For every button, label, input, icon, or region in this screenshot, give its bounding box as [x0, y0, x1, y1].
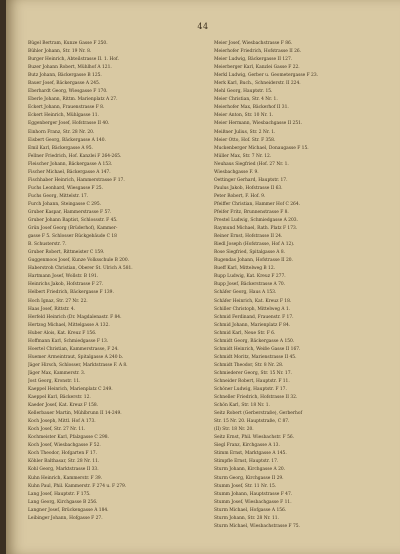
directory-entry: Schmiederer Georg, Str. 15 Nr. 17. [214, 370, 292, 376]
directory-entry: Schmidt Theodor, Str. 8 Nr. 28. [214, 362, 284, 368]
directory-entry: Neuhaus Siegfried (Hof. 27 Nr. 1. [214, 161, 289, 167]
directory-entry: Meier Ludwig, Bäckergasse II 127. [214, 57, 293, 63]
directory-entry: Kohl Georg, Marktstrasse II 33. [28, 467, 99, 473]
directory-entry: Rugendas Johann, Hofstrasse II 20. [214, 258, 293, 264]
directory-entry: Kuhn Heinrich, Kammerstr. F 39. [28, 475, 103, 481]
directory-entry: Rueff Karl, Mittelweg B 12. [214, 266, 276, 272]
directory-entry: Müller Max, Str. 7 Nr. 12. [214, 153, 272, 159]
directory-entry: B. Schusterstr. 7. [28, 242, 67, 248]
directory-entry: Schiller Christoph, Mittelweg A 1. [214, 306, 291, 312]
directory-entry: Rupp Josef, Bäckerstrasse A 70. [214, 282, 286, 288]
directory-entry: Fleischer Johann, Bäckergasse A 153. [28, 161, 113, 167]
directory-entry: Haas Josef, Rittstr. 4. [28, 306, 76, 312]
directory-entry: Meierberger Karl, Kanzlei Gasse F 22. [214, 65, 300, 71]
directory-entry: Schön Karl, Str. 18 Nr. 1. [214, 403, 270, 409]
directory-entry: Koch Joseph, Mittl. Hof A 173. [28, 419, 96, 425]
directory-entry: Eisbert Georg, Bäckergasse A 140. [28, 137, 106, 143]
directory-entry: Meierhofer Max, Bäckerhof II 31. [214, 105, 289, 111]
directory-entry: Kaeder Josef, Kat. Kreuz F 158. [28, 403, 99, 409]
directory-entry: Koch Theodor, Hofgarten F 17. [28, 451, 97, 457]
directory-entry: Meier Otto, Hof. Str. F 358. [214, 137, 276, 143]
directory-entry: Guggenmoos Josef, Kunze Volksschule B 200. [28, 258, 130, 264]
directory-entry: Raymund Michael, Rath. Platz F 173. [214, 226, 298, 232]
directory-entry: Jäger Max, Kammerstr. 3. [28, 370, 86, 376]
directory-entry: Stimm Ernst, Marktgasse A 145. [214, 451, 287, 457]
directory-entry: Kaeppel Karl, Bäckerstr. 12. [28, 395, 91, 401]
directory-entry: Heinrichs Jakob, Hofstrasse F 27. [28, 282, 104, 288]
directory-entry: Meißner Julius, Str. 2 Nr. 1. [214, 129, 276, 135]
directory-entry: Einhorn Franz, Str. 28 Nr. 20. [28, 129, 95, 135]
directory-entry: Meier Josef, Wiesbachstrasse F 86. [214, 41, 293, 46]
directory-entry: Emil Karl, Bäckergasse A 95. [28, 145, 93, 151]
page-number: 44 [197, 22, 209, 31]
directory-entry: Schmidt Heinrich, Weiße Gasse II 167. [214, 346, 301, 352]
directory-entry: Eckert Heinrich, Mühlgasse 11. [28, 113, 99, 119]
directory-entry: Schäfer Georg, Haus A 153. [214, 290, 277, 296]
directory-entry: Huber Alois, Kat. Kreuz F 156. [28, 330, 97, 336]
directory-entry: Gruber Johann Baptist, Schlossstr. F 45. [28, 218, 118, 224]
directory-entry: Seitz Ernst, Phil. Wiesbachstr. F 56. [214, 435, 295, 441]
directory-entry: Schneider Robert, Hauptstr. F 11. [214, 378, 290, 384]
directory-entry: Bügel Bertram, Kunze Gasse F 250. [28, 41, 108, 46]
directory-entry: Langner Josef, Brückengasse A 184. [28, 507, 109, 513]
directory-entry: Schneller Friedrich, Hofstrasse II 32. [214, 395, 298, 401]
column-left [28, 40, 202, 550]
directory-entry: Kaeppel Heinrich, Marienplatz C 249. [28, 387, 113, 393]
directory-entry: Schmidt Moritz, Marienstrasse II 45. [214, 354, 297, 360]
directory-entry: Stumm Josef, Str. 11 Nr. 15. [214, 483, 277, 489]
directory-entry: Hoffmann Karl, Schmiedgasse F 13. [28, 338, 109, 344]
directory-entry: Kellerbauer Martin, Mühlbrunn II 14-249. [28, 411, 122, 417]
directory-entry: Prestel Ludwig, Schmiedgasse A 203. [214, 218, 298, 224]
directory-entry: Huemer Armeintraut, Spitalgasse A 240 b. [28, 354, 124, 360]
directory-entry: Stumm Josef, Wiesbachgasse F 11. [214, 499, 292, 505]
directory-entry: Hartmann Josef, Wollstr. B 191. [28, 274, 99, 280]
directory-entry: Eberhardt Georg, Wiesgasse F 170. [28, 89, 108, 95]
directory-entry: Jäger Hirsch, Schlosser, Marktstrasse F. A 8. [28, 362, 128, 368]
directory-entry: Schäfer Heinrich, Kat. Kreuz F 18. [214, 298, 292, 304]
directory-entry: Stimpfle Ernst, Hauptstr. 17. [214, 459, 279, 465]
directory-entry: Sturm Johann, Str. 28 Nr. 11. [214, 515, 279, 521]
directory-page [6, 0, 400, 554]
directory-entry: Grün Josef Georg (Brüderhof), Kammer- [28, 226, 118, 232]
directory-entry: Schöner Ludwig, Hauptstr. F 17. [214, 387, 287, 393]
directory-entry: Sturm Johann, Kirchgasse A 20. [214, 467, 286, 473]
directory-entry: Burger Heinrich, Abteilstrasse II. 1. Hof. [28, 57, 119, 63]
directory-entry: Bühler Johann, Str. 19 Nr. 8. [28, 49, 92, 55]
directory-entry: Schmid Ferdinand, Frauenstr. F 17. [214, 314, 294, 320]
directory-entry: Furch Johann, Steingasse C 295. [28, 201, 102, 207]
directory-entry: Reiner Ernst, Hofstrasse II 24. [214, 234, 283, 240]
directory-entry: Gruber Robert, Rittmeister C 159. [28, 250, 105, 256]
directory-entry: Stumm Johann, Hauptstrasse F 47. [214, 491, 293, 497]
directory-entry: Meierhofer Friedrich, Hofstrasse II 26. [214, 49, 302, 55]
directory-entry: Fischhaber Heinrich, Hammerstrasse F 17. [28, 177, 125, 183]
directory-entry: Hertzog Michael, Mittelgasse A 132. [28, 322, 110, 328]
directory-entry: Meier Christian, Str. 4 Nr. 1. [214, 97, 278, 103]
directory-entry: Kuhn Paul, Phil. Kammerstr. F 274 u. F 279. [28, 483, 127, 489]
directory-entry: Eberle Johann, Rittm. Marienplatz A 27. [28, 97, 118, 103]
directory-entry: Fischer Michael, Bäckergasse A 147. [28, 169, 111, 175]
directory-entry: Hoertel Christian, Kammerstrasse, F 24. [28, 346, 119, 352]
directory-entry: Mehl Georg, Hauptstr. 15. [214, 89, 273, 95]
directory-entry: Muckenberger Michael, Donaugasse F 15. [214, 145, 309, 151]
directory-entry: Koch Josef, Str. 27 Nr. 11. [28, 427, 86, 433]
directory-entry: Schmidt Georg, Bäckergasse A 150. [214, 338, 295, 344]
directory-entry: Pfeifer Fritz, Brunnenstrasse F 8. [214, 209, 289, 215]
directory-columns [28, 40, 388, 550]
directory-entry: Peter Robert, F. Hof. 9. [214, 193, 266, 199]
directory-entry: Helbert Friedrich, Bäckergasse F 139. [28, 290, 114, 296]
directory-entry: Butz Johann, Bäckergasse B 125. [28, 73, 102, 79]
directory-entry: Paulus Jakob, Hofstrasse II 63. [214, 185, 283, 191]
directory-entry: Riedl Joseph (Hofstrasse, Hof A 12). [214, 242, 295, 248]
directory-entry: Str. 15 Nr. 20. Hauptstraße, C 87. [214, 419, 290, 425]
directory-entry: Schmid Johann, Marienplatz F 84. [214, 322, 291, 328]
directory-entry: Merk Karl, Buch., Schneiderstr. II 224. [214, 81, 301, 87]
directory-entry: Wiesbachgasse F. 9. [214, 169, 259, 175]
directory-entry: Oettinger Gerhard, Hauptstr. 17. [214, 177, 288, 183]
column-right [214, 40, 388, 550]
directory-entry: Leibinger Johann, Hofgasse F 27. [28, 515, 103, 521]
directory-entry: gasse F 5. Schlosser Rückgebäude C 18 [28, 234, 117, 240]
directory-entry: Seitz Robert (Gerberstraße), Gerberhof [214, 411, 303, 417]
directory-entry: Haberstroh Christian, Oberer St. Ulrich A 581. [28, 266, 133, 272]
directory-entry: Rose Siegfried, Spitalgasse A 8. [214, 250, 286, 256]
directory-entry: Merkl Ludwig, Gerber u. Geometergasse F 23. [214, 73, 319, 79]
directory-entry: Eggenberger Josef, Hofstrasse II 40. [28, 121, 110, 127]
directory-entry: Siegl Franz, Kirchgasse A 13. [214, 443, 280, 449]
directory-entry: Fuchs Georg, Mittelstr. 17. [28, 193, 89, 199]
directory-entry: Köhler Balthasar, Str. 28 Nr. 11. [28, 459, 100, 465]
directory-entry: Koch Josef, Wiesbachgasse F 52. [28, 443, 101, 449]
directory-entry: Eckert Johann, Frauenstrasse F 8. [28, 105, 105, 111]
directory-entry: Sturm Michael, Hofgasse A 156. [214, 507, 287, 513]
directory-entry: Kochmeister Karl, Pfalzgasse C 298. [28, 435, 109, 441]
directory-entry: Jost Georg, Kronstr. 11. [28, 378, 81, 384]
directory-entry: Hoch Ignaz, Str. 27 Nr. 22. [28, 298, 88, 304]
directory-entry: (II) Str. 18 Nr. 20. [214, 427, 254, 433]
directory-entry: Buzer Johann Robert, Mühlhof A 121. [28, 65, 112, 71]
directory-entry: Rupp Ludwig, Kat. Kreuz F 277. [214, 274, 286, 280]
directory-entry: Bauer Josef, Bäckergasse A 245. [28, 81, 101, 87]
directory-entry: Lang Josef, Hauptstr. F 175. [28, 491, 91, 497]
directory-entry: Fellner Friedrich, Hof. Kanzlei F 264-265. [28, 153, 122, 159]
directory-entry: Fuchs Leonhard, Wiesgasse F 25. [28, 185, 103, 191]
directory-entry: Schmid Karl, Neue Str. F 6. [214, 330, 276, 336]
directory-entry: Herfeld Heinrich (Dr. Magdalenastr. F 84. [28, 314, 122, 320]
directory-entry: Gruber Kaspar, Hammerstrasse F 57. [28, 209, 112, 215]
directory-entry: Sturm Georg, Kirchgasse II 29. [214, 475, 284, 481]
directory-entry: Sturm Michael, Wiesbachstrasse F 75. [214, 523, 300, 529]
directory-entry: Lang Georg, Kirchgasse B 256. [28, 499, 98, 505]
directory-entry: Meier Hermann, Wiesbachgasse II 251. [214, 121, 303, 127]
directory-entry: Pfeiffer Christian, Hammer Hof C 264. [214, 201, 301, 207]
directory-entry: Meier Anton, Str. 10 Nr. 1. [214, 113, 274, 119]
